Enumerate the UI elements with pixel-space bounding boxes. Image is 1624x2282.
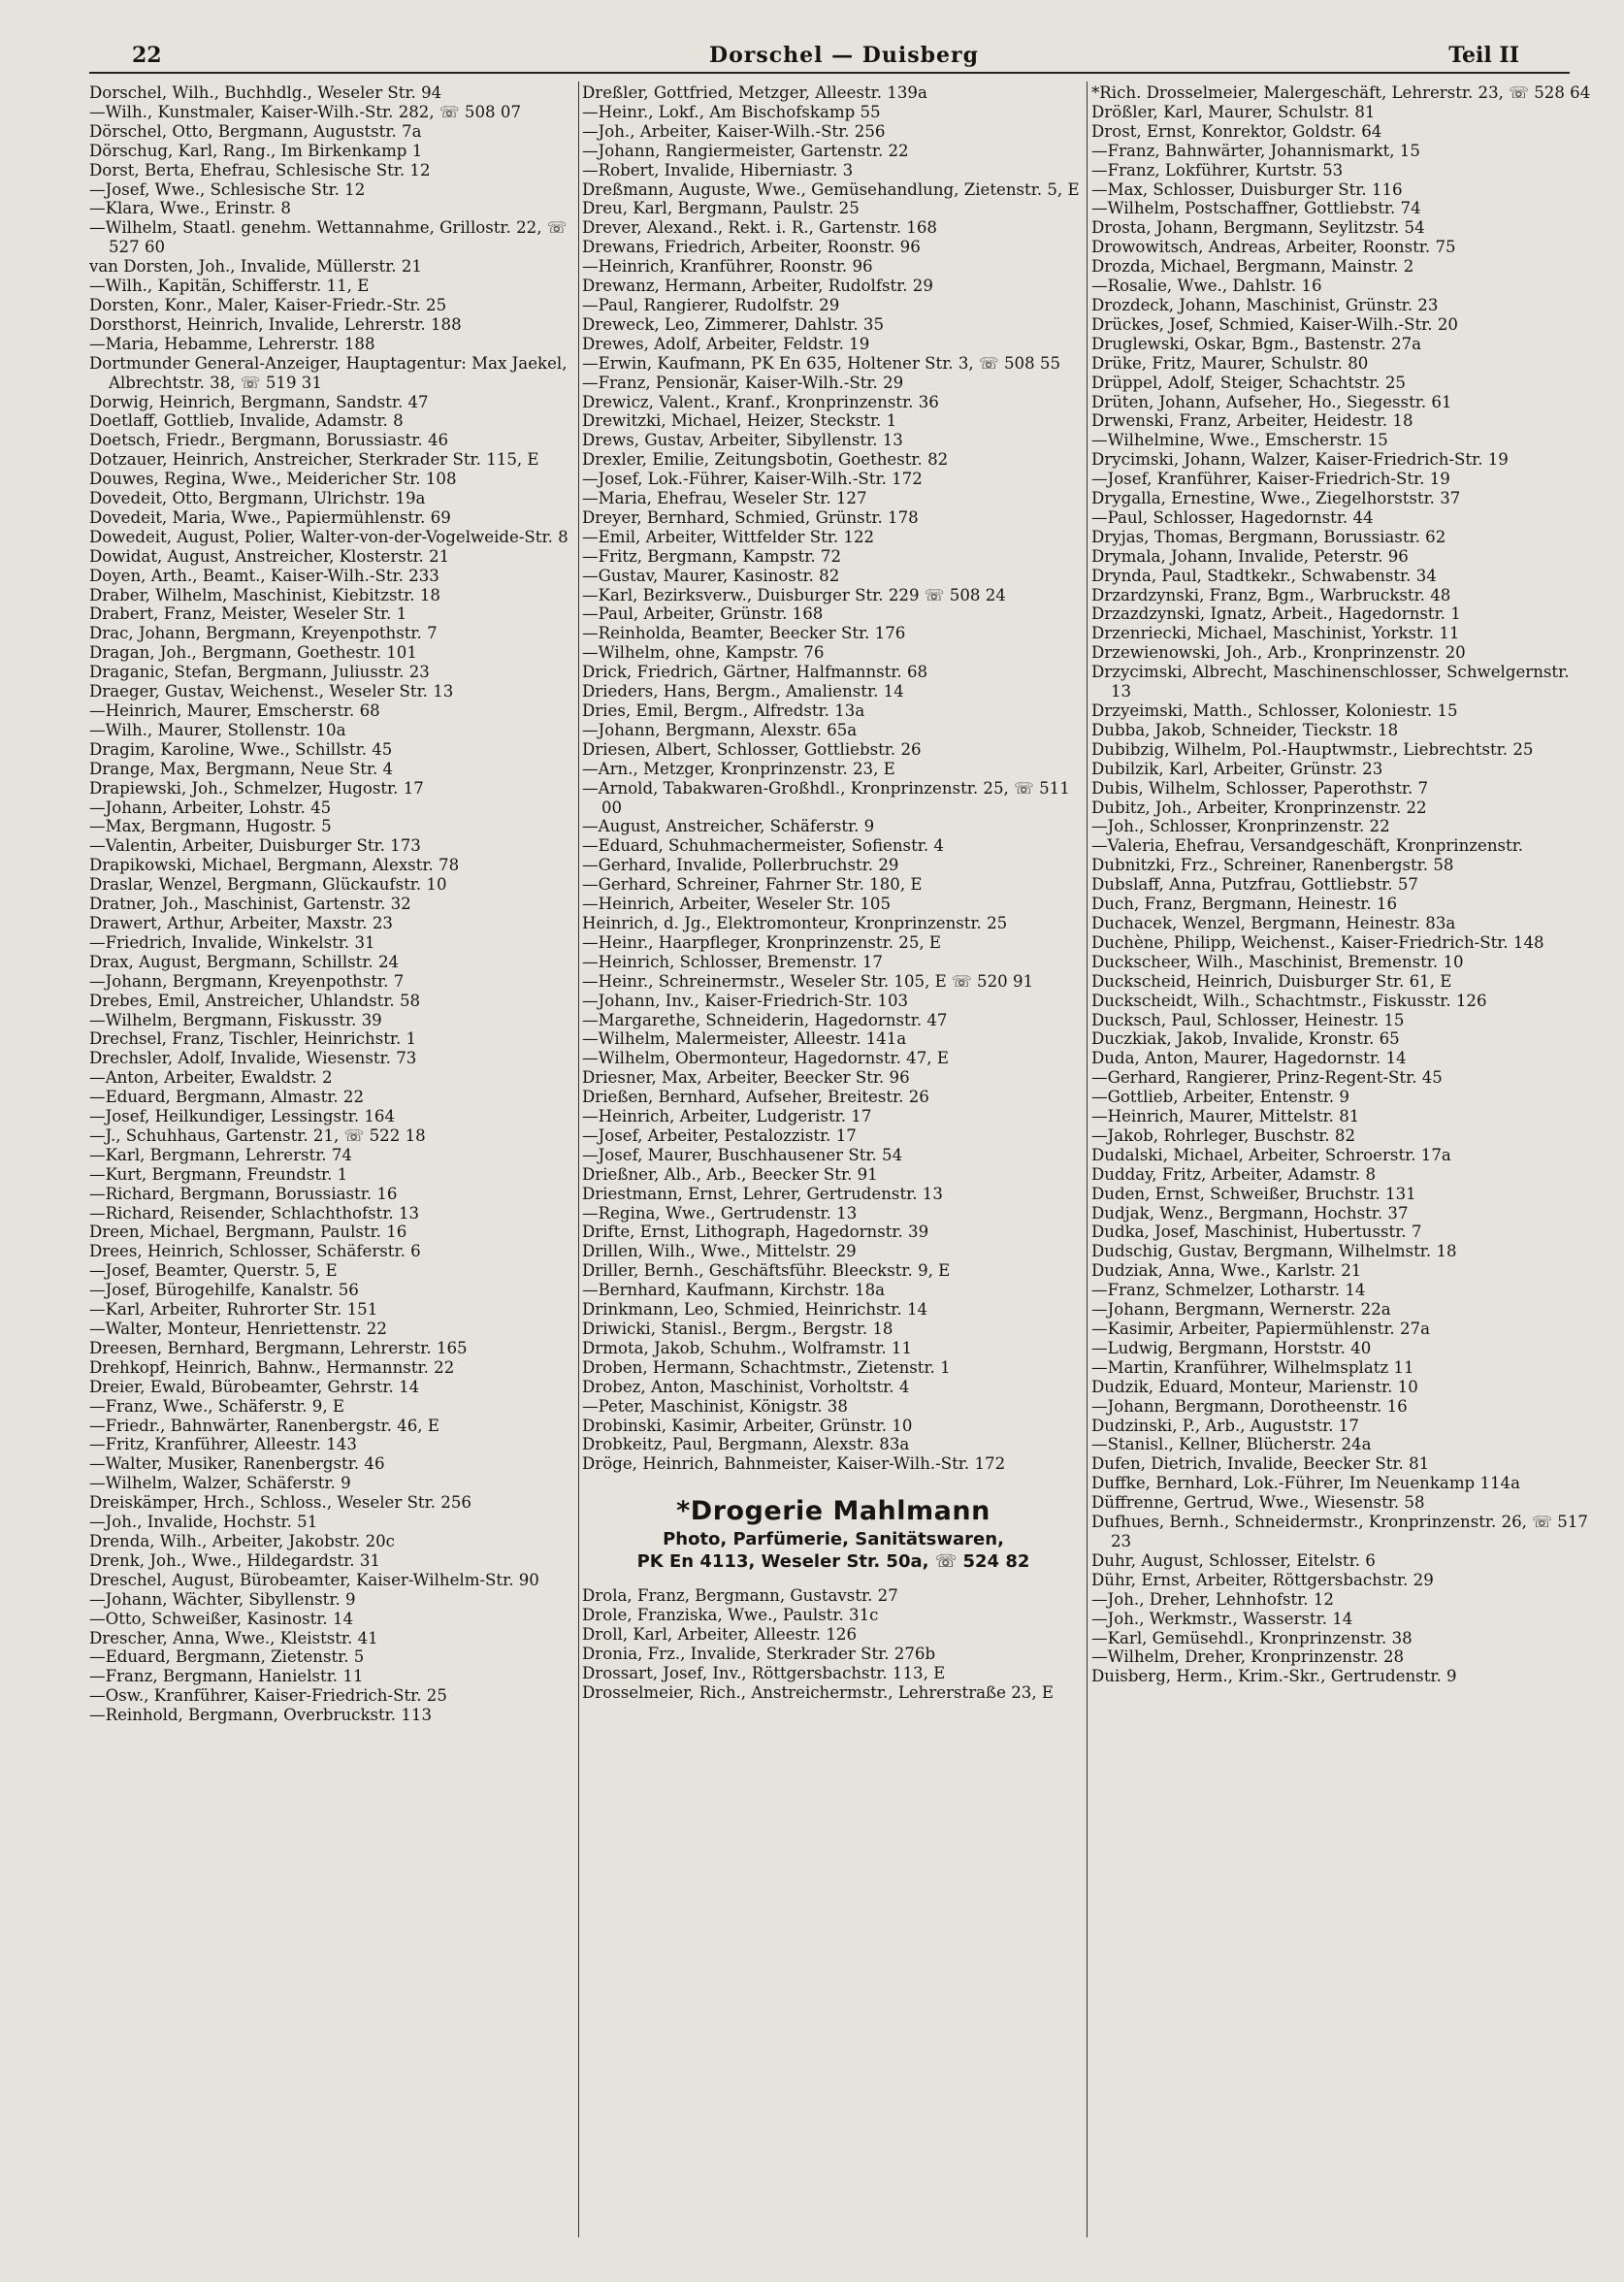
directory-entry: —Arnold, Tabakwaren-Großhdl., Kronprinzenstr. 25, ☏ 511 00: [582, 778, 1070, 817]
directory-entry: —Gerhard, Invalide, Pollerbruchstr. 29: [582, 856, 899, 875]
directory-entry: —Peter, Maschinist, Königstr. 38: [582, 1396, 848, 1416]
directory-entry: Dowidat, August, Anstreicher, Klosterstr. 21: [89, 546, 450, 566]
drogerie-advertisement: [582, 1495, 1085, 1573]
directory-entry: —Joh., Invalide, Hochstr. 51: [89, 1513, 318, 1532]
directory-entry: Drewes, Adolf, Arbeiter, Feldstr. 19: [582, 334, 870, 353]
directory-entry: *Rich. Drosselmeier, Malergeschäft, Lehrerstr. 23, ☏ 528 64: [1091, 83, 1591, 102]
directory-entry: Drewans, Friedrich, Arbeiter, Roonstr. 96: [582, 238, 921, 257]
directory-entry: Droll, Karl, Arbeiter, Alleestr. 126: [582, 1625, 858, 1645]
directory-entry: Drüke, Fritz, Maurer, Schulstr. 80: [1091, 353, 1369, 373]
directory-entry: —Josef, Arbeiter, Pestalozzistr. 17: [582, 1125, 857, 1145]
directory-entry: Dudday, Fritz, Arbeiter, Adamstr. 8: [1091, 1164, 1377, 1184]
directory-entry: —Wilhelm, Bergmann, Fiskusstr. 39: [89, 1010, 382, 1029]
directory-entry: —Rosalie, Wwe., Dahlstr. 16: [1091, 277, 1322, 296]
directory-entry: Drießen, Bernhard, Aufseher, Breitestr. 26: [582, 1088, 929, 1107]
directory-entry: Draeger, Gustav, Weichenst., Weseler Str. 13: [89, 682, 454, 701]
page-number: 22: [132, 43, 162, 68]
directory-entry: Drac, Johann, Bergmann, Kreyenpothstr. 7: [89, 624, 438, 643]
directory-entry: —Johann, Wächter, Sibyllenstr. 9: [89, 1589, 356, 1609]
directory-entry: Drüten, Johann, Aufseher, Ho., Siegesstr. 61: [1091, 392, 1452, 411]
directory-entry: —Gottlieb, Arbeiter, Entenstr. 9: [1091, 1088, 1349, 1107]
directory-entry: —Wilhelm, Dreher, Kronprinzenstr. 28: [1091, 1647, 1405, 1667]
directory-entry: Drexler, Emilie, Zeitungsbotin, Goethestr. 82: [582, 450, 949, 470]
directory-entry: —Franz, Schmelzer, Lotharstr. 14: [1091, 1281, 1366, 1300]
directory-entry: Draber, Wilhelm, Maschinist, Kiebitzstr. 18: [89, 585, 440, 604]
directory-entry: —Kasimir, Arbeiter, Papiermühlenstr. 27a: [1091, 1320, 1430, 1338]
directory-entry: —Wilhelm, Malermeister, Alleestr. 141a: [582, 1029, 907, 1049]
directory-entry: Duczkiak, Jakob, Invalide, Kronstr. 65: [1091, 1029, 1400, 1049]
directory-entry: Dorsthorst, Heinrich, Invalide, Lehrerstr. 188: [89, 314, 462, 334]
directory-entry: Drost, Ernst, Konrektor, Goldstr. 64: [1091, 121, 1382, 141]
directory-entry: Duckscheid, Heinrich, Duisburger Str. 61, E: [1091, 971, 1452, 991]
directory-entry: Doyen, Arth., Beamt., Kaiser-Wilh.-Str. 233: [89, 566, 439, 585]
directory-entry: —Wilhelm, ohne, Kampstr. 76: [582, 643, 825, 663]
directory-entry: —Paul, Arbeiter, Grünstr. 168: [582, 604, 824, 624]
directory-entry: —Karl, Gemüsehdl., Kronprinzenstr. 38: [1091, 1628, 1413, 1647]
directory-entry: —Margarethe, Schneiderin, Hagedornstr. 47: [582, 1010, 948, 1029]
directory-entry: Duch, Franz, Bergmann, Heinestr. 16: [1091, 895, 1398, 914]
directory-entry: Dowedeit, August, Polier, Walter-von-der-Vogelweide-Str. 8: [89, 527, 568, 546]
directory-entry: Driwicki, Stanisl., Bergm., Bergstr. 18: [582, 1320, 893, 1338]
directory-entry: Drenk, Joh., Wwe., Hildegardstr. 31: [89, 1550, 380, 1570]
directory-entry: Drifte, Ernst, Lithograph, Hagedornstr. 39: [582, 1222, 929, 1242]
directory-entry: Drewicz, Valent., Kranf., Kronprinzenstr. 36: [582, 392, 939, 411]
directory-entry: Drießner, Alb., Arb., Beecker Str. 91: [582, 1164, 878, 1184]
directory-entry: Dudjak, Wenz., Bergmann, Hochstr. 37: [1091, 1203, 1409, 1222]
directory-entry: —Ludwig, Bergmann, Horststr. 40: [1091, 1338, 1372, 1357]
directory-entry: Drees, Heinrich, Schlosser, Schäferstr. 6: [89, 1242, 421, 1261]
directory-entry: Drinkmann, Leo, Schmied, Heinrichstr. 14: [582, 1300, 928, 1320]
directory-entry: Dreyer, Bernhard, Schmied, Grünstr. 178: [582, 507, 919, 527]
directory-entry: —Stanisl., Kellner, Blücherstr. 24a: [1091, 1435, 1372, 1454]
directory-entry: Duisberg, Herm., Krim.-Skr., Gertrudenstr. 9: [1091, 1667, 1457, 1686]
directory-entry: Düffrenne, Gertrud, Wwe., Wiesenstr. 58: [1091, 1493, 1425, 1513]
directory-entry: —Josef, Heilkundiger, Lessingstr. 164: [89, 1107, 396, 1126]
directory-entry: —Fritz, Bergmann, Kampstr. 72: [582, 546, 842, 566]
directory-entry: —Heinrich, Kranführer, Roonstr. 96: [582, 257, 873, 277]
directory-entry: —Gustav, Maurer, Kasinostr. 82: [582, 566, 840, 585]
directory-entry: Dorwig, Heinrich, Bergmann, Sandstr. 47: [89, 392, 429, 411]
directory-entry: Duckscheer, Wilh., Maschinist, Bremenstr. 10: [1091, 952, 1464, 971]
directory-entry: Duchène, Philipp, Weichenst., Kaiser-Friedrich-Str. 148: [1091, 932, 1544, 952]
directory-entry: —Reinholda, Beamter, Beecker Str. 176: [582, 624, 906, 643]
directory-entry: Dreßmann, Auguste, Wwe., Gemüsehandlung, Zietenstr. 5, E: [582, 179, 1080, 199]
directory-entry: —Eduard, Schuhmachermeister, Sofienstr. 4: [582, 836, 944, 856]
directory-entry: —Richard, Reisender, Schlachthofstr. 13: [89, 1203, 420, 1222]
directory-entry: Heinrich, d. Jg., Elektromonteur, Kronprinzenstr. 25: [582, 913, 1008, 932]
directory-entry: —Friedrich, Invalide, Winkelstr. 31: [89, 932, 375, 952]
directory-entry: Dubilzik, Karl, Arbeiter, Grünstr. 23: [1091, 759, 1383, 778]
directory-entry: Dubitz, Joh., Arbeiter, Kronprinzenstr. 22: [1091, 798, 1427, 817]
directory-entry: Dreu, Karl, Bergmann, Paulstr. 25: [582, 199, 860, 218]
directory-entry: Drycimski, Johann, Walzer, Kaiser-Friedrich-Str. 19: [1091, 450, 1509, 470]
directory-entry: Duden, Ernst, Schweißer, Bruchstr. 131: [1091, 1184, 1416, 1203]
directory-entry: Drobinski, Kasimir, Arbeiter, Grünstr. 10: [582, 1416, 913, 1435]
directory-entry: Dreiskämper, Hrch., Schloss., Weseler Str. 256: [89, 1493, 471, 1513]
directory-entry: —Franz, Wwe., Schäferstr. 9, E: [89, 1396, 345, 1416]
directory-entry: —Walter, Monteur, Henriettenstr. 22: [89, 1320, 387, 1338]
directory-entry: —Friedr., Bahnwärter, Ranenbergstr. 46, E: [89, 1416, 439, 1435]
directory-entry: Dörschug, Karl, Rang., Im Birkenkamp 1: [89, 141, 423, 160]
directory-entry: Dubba, Jakob, Schneider, Tieckstr. 18: [1091, 720, 1399, 739]
directory-entry: —Johann, Bergmann, Alexstr. 65a: [582, 720, 858, 739]
directory-entry: Duhr, August, Schlosser, Eitelstr. 6: [1091, 1550, 1376, 1570]
directory-entry: Drynda, Paul, Stadtkekr., Schwabenstr. 34: [1091, 566, 1437, 585]
directory-entry: Drax, August, Bergmann, Schillstr. 24: [89, 952, 400, 971]
directory-entry: Drange, Max, Bergmann, Neue Str. 4: [89, 759, 394, 778]
directory-entry: Dubslaff, Anna, Putzfrau, Gottliebstr. 57: [1091, 875, 1418, 895]
directory-entry: Doetsch, Friedr., Bergmann, Borussiastr. 46: [89, 431, 449, 450]
directory-entry: van Dorsten, Joh., Invalide, Müllerstr. 21: [89, 257, 422, 277]
directory-entry: Drola, Franz, Bergmann, Gustavstr. 27: [582, 1586, 898, 1606]
directory-entry: Dufhues, Bernh., Schneidermstr., Kronprinzenstr. 26, ☏ 517 23: [1091, 1513, 1588, 1550]
directory-entry: —Heinr., Haarpfleger, Kronprinzenstr. 25, E: [582, 932, 942, 952]
directory-entry: Drescher, Anna, Wwe., Kleiststr. 41: [89, 1628, 378, 1647]
directory-entry: Dufen, Dietrich, Invalide, Beecker Str. 81: [1091, 1454, 1430, 1474]
directory-entry: —Wilhelm, Staatl. genehm. Wettannahme, Grillostr. 22, ☏ 527 60: [89, 218, 568, 257]
directory-entry: Dühr, Ernst, Arbeiter, Röttgersbachstr. 29: [1091, 1570, 1434, 1589]
directory-entry: —Karl, Arbeiter, Ruhrorter Str. 151: [89, 1300, 378, 1320]
directory-entry: —Fritz, Kranführer, Alleestr. 143: [89, 1435, 357, 1454]
directory-entry: Dreßler, Gottfried, Metzger, Alleestr. 139a: [582, 83, 927, 102]
directory-entry: Drobkeitz, Paul, Bergmann, Alexstr. 83a: [582, 1435, 910, 1454]
directory-entry: —Johann, Arbeiter, Lohstr. 45: [89, 798, 332, 817]
directory-entry: Dreesen, Bernhard, Bergmann, Lehrerstr. 165: [89, 1338, 468, 1357]
directory-entry: —Emil, Arbeiter, Wittfelder Str. 122: [582, 527, 875, 546]
directory-entry: Douwes, Regina, Wwe., Meidericher Str. 108: [89, 470, 457, 489]
directory-entry: —Wilhelm, Walzer, Schäferstr. 9: [89, 1474, 351, 1493]
directory-entry: Dreschel, August, Bürobeamter, Kaiser-Wilhelm-Str. 90: [89, 1570, 539, 1589]
directory-entry: Draganic, Stefan, Bergmann, Juliusstr. 23: [89, 663, 430, 682]
directory-entry: Drwenski, Franz, Arbeiter, Heidestr. 18: [1091, 411, 1413, 431]
directory-entry: —Franz, Bergmann, Hanielstr. 11: [89, 1667, 364, 1686]
directory-entry: Driestmann, Ernst, Lehrer, Gertrudenstr. 13: [582, 1184, 943, 1203]
directory-entry: —Valeria, Ehefrau, Versandgeschäft, Kronprinzenstr.: [1091, 836, 1524, 856]
directory-entry: Drozda, Michael, Bergmann, Mainstr. 2: [1091, 257, 1414, 277]
directory-entry: Dreier, Ewald, Bürobeamter, Gehrstr. 14: [89, 1377, 420, 1396]
directory-entry: —Josef, Bürogehilfe, Kanalstr. 56: [89, 1281, 359, 1300]
directory-entry: —Franz, Pensionär, Kaiser-Wilh.-Str. 29: [582, 373, 904, 392]
directory-entry: Drick, Friedrich, Gärtner, Halfmannstr. 68: [582, 663, 928, 682]
directory-entry: —Klara, Wwe., Erinstr. 8: [89, 199, 291, 218]
directory-entry: —Wilh., Kunstmaler, Kaiser-Wilh.-Str. 282, ☏ 508 07: [89, 102, 521, 121]
directory-entry: Ducksch, Paul, Schlosser, Heinestr. 15: [1091, 1010, 1405, 1029]
directory-entry: Dragan, Joh., Bergmann, Goethestr. 101: [89, 643, 417, 663]
directory-entry: Drygalla, Ernestine, Wwe., Ziegelhorststr. 37: [1091, 489, 1461, 508]
directory-entry: —Karl, Bezirksverw., Duisburger Str. 229 ☏ 508 24: [582, 585, 1006, 604]
directory-entry: Duffke, Bernhard, Lok.-Führer, Im Neuenkamp 114a: [1091, 1474, 1521, 1493]
directory-entry: —Max, Schlosser, Duisburger Str. 116: [1091, 179, 1403, 199]
directory-entry: —Joh., Schlosser, Kronprinzenstr. 22: [1091, 817, 1390, 836]
directory-entry: —Heinrich, Arbeiter, Weseler Str. 105: [582, 895, 892, 914]
directory-entry: Dronia, Frz., Invalide, Sterkrader Str. 276b: [582, 1644, 936, 1663]
directory-entry: Drößler, Karl, Maurer, Schulstr. 81: [1091, 102, 1376, 121]
directory-entry: —Eduard, Bergmann, Almastr. 22: [89, 1088, 365, 1107]
directory-entry: —Josef, Beamter, Querstr. 5, E: [89, 1261, 338, 1281]
directory-entry: —Johann, Bergmann, Wernerstr. 22a: [1091, 1300, 1391, 1320]
column-2: [582, 83, 1085, 2253]
advertisement-line-1: Photo, Parfümerie, Sanitätswaren,: [663, 1529, 1004, 1550]
directory-entry: Drapikowski, Michael, Bergmann, Alexstr. 78: [89, 856, 460, 875]
directory-entry: Drosta, Johann, Bergmann, Seylitzstr. 54: [1091, 218, 1425, 238]
header-rule: [89, 72, 1570, 74]
directory-entry: Drmota, Jakob, Schuhm., Wolframstr. 11: [582, 1338, 913, 1357]
directory-entry: —Johann, Bergmann, Dorotheenstr. 16: [1091, 1396, 1408, 1416]
page-title: Dorschel — Duisberg: [709, 43, 979, 68]
directory-entry: Drewanz, Hermann, Arbeiter, Rudolfstr. 29: [582, 277, 933, 296]
directory-entry: Drozdeck, Johann, Maschinist, Grünstr. 23: [1091, 295, 1439, 314]
directory-entry: Drechsel, Franz, Tischler, Heinrichstr. 1: [89, 1029, 417, 1049]
directory-entry: Driesen, Albert, Schlosser, Gottliebstr. 26: [582, 739, 922, 759]
directory-entry: Dratner, Joh., Maschinist, Gartenstr. 32: [89, 895, 411, 914]
column-3: [1091, 83, 1594, 2253]
directory-entry: —Joh., Dreher, Lehnhofstr. 12: [1091, 1589, 1334, 1609]
directory-entry: —Otto, Schweißer, Kasinostr. 14: [89, 1609, 354, 1628]
directory-entry: Drymala, Johann, Invalide, Peterstr. 96: [1091, 546, 1409, 566]
directory-entry: Driller, Bernh., Geschäftsführ. Bleeckstr. 9, E: [582, 1261, 951, 1281]
directory-entry: Dreweck, Leo, Zimmerer, Dahlstr. 35: [582, 314, 885, 334]
column-2-entries-after-ad: [582, 1586, 1085, 1702]
directory-entry: Drossart, Josef, Inv., Röttgersbachstr. 113, E: [582, 1663, 946, 1682]
directory-entry: —Josef, Kranführer, Kaiser-Friedrich-Str. 19: [1091, 470, 1450, 489]
directory-entry: —Valentin, Arbeiter, Duisburger Str. 173: [89, 836, 421, 856]
directory-entry: Dudzik, Eduard, Monteur, Marienstr. 10: [1091, 1377, 1418, 1396]
directory-entry: Drebes, Emil, Anstreicher, Uhlandstr. 58: [89, 991, 421, 1010]
directory-entry: —Arn., Metzger, Kronprinzenstr. 23, E: [582, 759, 895, 778]
directory-entry: —Heinrich, Schlosser, Bremenstr. 17: [582, 952, 883, 971]
directory-entry: —Maria, Ehefrau, Weseler Str. 127: [582, 489, 867, 508]
directory-entry: —Kurt, Bergmann, Freundstr. 1: [89, 1164, 348, 1184]
directory-entry: Drechsler, Adolf, Invalide, Wiesenstr. 73: [89, 1049, 417, 1068]
directory-entry: —Walter, Musiker, Ranenbergstr. 46: [89, 1454, 385, 1474]
directory-entry: Drews, Gustav, Arbeiter, Sibyllenstr. 13: [582, 431, 903, 450]
directory-entry: Druglewski, Oskar, Bgm., Bastenstr. 27a: [1091, 334, 1422, 353]
directory-entry: —Osw., Kranführer, Kaiser-Friedrich-Str. 25: [89, 1686, 447, 1706]
directory-entry: —Karl, Bergmann, Lehrerstr. 74: [89, 1145, 352, 1164]
directory-entry: Drückes, Josef, Schmied, Kaiser-Wilh.-Str. 20: [1091, 314, 1458, 334]
directory-entry: Dorst, Berta, Ehefrau, Schlesische Str. 12: [89, 160, 431, 179]
directory-entry: —Joh., Arbeiter, Kaiser-Wilh.-Str. 256: [582, 121, 886, 141]
directory-entry: —Jakob, Rohrleger, Buschstr. 82: [1091, 1125, 1356, 1145]
directory-entry: —Johann, Rangiermeister, Gartenstr. 22: [582, 141, 909, 160]
column-1: [89, 83, 592, 2253]
directory-entry: —Maria, Hebamme, Lehrerstr. 188: [89, 334, 375, 353]
directory-entry: —Gerhard, Rangierer, Prinz-Regent-Str. 45: [1091, 1068, 1443, 1088]
directory-entry: —Wilhelmine, Wwe., Emscherstr. 15: [1091, 431, 1388, 450]
directory-entry: Dovedeit, Otto, Bergmann, Ulrichstr. 19a: [89, 489, 426, 508]
directory-entry: —Anton, Arbeiter, Ewaldstr. 2: [89, 1068, 333, 1088]
advertisement-title: *Drogerie Mahlmann: [676, 1496, 991, 1527]
directory-entry: Dotzauer, Heinrich, Anstreicher, Sterkrader Str. 115, E: [89, 450, 539, 470]
column-2-entries: [582, 83, 1085, 1474]
directory-entry: Drieders, Hans, Bergm., Amalienstr. 14: [582, 682, 904, 701]
directory-entry: Dubis, Wilhelm, Schlosser, Paperothstr. 7: [1091, 778, 1429, 798]
directory-entry: Dudziak, Anna, Wwe., Karlstr. 21: [1091, 1261, 1362, 1281]
directory-entry: Dudka, Josef, Maschinist, Hubertusstr. 7: [1091, 1222, 1422, 1242]
directory-entry: Drewitzki, Michael, Heizer, Steckstr. 1: [582, 411, 897, 431]
directory-entry: —Johann, Bergmann, Kreyenpothstr. 7: [89, 971, 405, 991]
directory-entry: Drehkopf, Heinrich, Bahnw., Hermannstr. 22: [89, 1357, 455, 1377]
directory-entry: —J., Schuhhaus, Gartenstr. 21, ☏ 522 18: [89, 1125, 426, 1145]
directory-entry: Driesner, Max, Arbeiter, Beecker Str. 96: [582, 1068, 910, 1088]
column-divider-2: [1087, 82, 1088, 2237]
directory-entry: —Joh., Werkmstr., Wasserstr. 14: [1091, 1609, 1353, 1628]
directory-entry: Drzazdzynski, Ignatz, Arbeit., Hagedornstr. 1: [1091, 604, 1461, 624]
directory-entry: —Franz, Lokführer, Kurtstr. 53: [1091, 160, 1344, 179]
directory-entry: Dries, Emil, Bergm., Alfredstr. 13a: [582, 701, 865, 720]
directory-entry: Dortmunder General-Anzeiger, Hauptagentur: Max Jaekel, Albrechtstr. 38, ☏ 519 31: [89, 353, 568, 392]
directory-entry: —Martin, Kranführer, Wilhelmsplatz 11: [1091, 1357, 1414, 1377]
directory-entry: —August, Anstreicher, Schäferstr. 9: [582, 817, 875, 836]
directory-entry: Dreen, Michael, Bergmann, Paulstr. 16: [89, 1222, 407, 1242]
directory-entry: Drabert, Franz, Meister, Weseler Str. 1: [89, 604, 407, 624]
directory-entry: Drole, Franziska, Wwe., Paulstr. 31c: [582, 1606, 879, 1625]
directory-entry: Drobez, Anton, Maschinist, Vorholtstr. 4: [582, 1377, 910, 1396]
directory-entry: —Max, Bergmann, Hugostr. 5: [89, 817, 332, 836]
directory-entry: —Wilhelm, Postschaffner, Gottliebstr. 74: [1091, 199, 1421, 218]
directory-entry: Drzycimski, Albrecht, Maschinenschlosser, Schwelgernstr. 13: [1091, 663, 1570, 701]
directory-entry: Dudschig, Gustav, Bergmann, Wilhelmstr. 18: [1091, 1242, 1457, 1261]
directory-entry: Drüppel, Adolf, Steiger, Schachtstr. 25: [1091, 373, 1406, 392]
directory-entry: Drenda, Wilh., Arbeiter, Jakobstr. 20c: [89, 1531, 395, 1550]
directory-entry: Dorschel, Wilh., Buchhdlg., Weseler Str. 94: [89, 83, 442, 102]
directory-entry: Dovedeit, Maria, Wwe., Papiermühlenstr. 69: [89, 507, 451, 527]
directory-entry: Drzewienowski, Joh., Arb., Kronprinzenstr. 20: [1091, 643, 1466, 663]
section-label: Teil II: [1448, 43, 1519, 68]
directory-entry: Dröge, Heinrich, Bahnmeister, Kaiser-Wilh.-Str. 172: [582, 1454, 1006, 1474]
directory-entry: Dubnitzki, Frz., Schreiner, Ranenbergstr. 58: [1091, 856, 1454, 875]
directory-entry: —Paul, Rangierer, Rudolfstr. 29: [582, 295, 840, 314]
directory-entry: Dragim, Karoline, Wwe., Schillstr. 45: [89, 739, 393, 759]
directory-entry: —Johann, Inv., Kaiser-Friedrich-Str. 103: [582, 991, 909, 1010]
directory-entry: —Heinrich, Maurer, Emscherstr. 68: [89, 701, 380, 720]
directory-entry: —Robert, Invalide, Hiberniastr. 3: [582, 160, 854, 179]
directory-entry: —Josef, Wwe., Schlesische Str. 12: [89, 179, 366, 199]
directory-entry: —Richard, Bergmann, Borussiastr. 16: [89, 1184, 398, 1203]
directory-entry: —Wilhelm, Obermonteur, Hagedornstr. 47, E: [582, 1049, 949, 1068]
directory-entry: Duckscheidt, Wilh., Schachtmstr., Fiskusstr. 126: [1091, 991, 1487, 1010]
directory-entry: Drzardzynski, Franz, Bgm., Warbruckstr. 48: [1091, 585, 1451, 604]
directory-entry: —Wilh., Kapitän, Schifferstr. 11, E: [89, 277, 370, 296]
directory-entry: Dudzinski, P., Arb., Auguststr. 17: [1091, 1416, 1359, 1435]
directory-entry: —Heinr., Schreinermstr., Weseler Str. 105, E ☏ 520 91: [582, 971, 1034, 991]
directory-entry: Duda, Anton, Maurer, Hagedornstr. 14: [1091, 1049, 1407, 1068]
directory-entry: —Wilh., Maurer, Stollenstr. 10a: [89, 720, 346, 739]
directory-entry: Drawert, Arthur, Arbeiter, Maxstr. 23: [89, 913, 393, 932]
directory-entry: Duchacek, Wenzel, Bergmann, Heinestr. 83a: [1091, 913, 1456, 932]
directory-entry: Drzenriecki, Michael, Maschinist, Yorkstr. 11: [1091, 624, 1460, 643]
directory-entry: —Erwin, Kaufmann, PK En 635, Holtener Str. 3, ☏ 508 55: [582, 353, 1061, 373]
directory-entry: Drillen, Wilh., Wwe., Mittelstr. 29: [582, 1242, 857, 1261]
directory-entry: Drowowitsch, Andreas, Arbeiter, Roonstr. 75: [1091, 238, 1456, 257]
directory-entry: Dorsten, Konr., Maler, Kaiser-Friedr.-Str. 25: [89, 295, 447, 314]
directory-entry: —Gerhard, Schreiner, Fahrner Str. 180, E: [582, 875, 923, 895]
directory-entry: —Heinrich, Maurer, Mittelstr. 81: [1091, 1107, 1360, 1126]
directory-entry: Drzyeimski, Matth., Schlosser, Koloniestr. 15: [1091, 701, 1458, 720]
directory-entry: —Heinr., Lokf., Am Bischofskamp 55: [582, 102, 881, 121]
directory-entry: —Josef, Maurer, Buschhausener Str. 54: [582, 1145, 903, 1164]
directory-entry: —Heinrich, Arbeiter, Ludgeristr. 17: [582, 1107, 872, 1126]
directory-entry: Drever, Alexand., Rekt. i. R., Gartenstr. 168: [582, 218, 937, 238]
directory-entry: —Regina, Wwe., Gertrudenstr. 13: [582, 1203, 858, 1222]
directory-entry: Doetlaff, Gottlieb, Invalide, Adamstr. 8: [89, 411, 404, 431]
directory-entry: —Franz, Bahnwärter, Johannismarkt, 15: [1091, 141, 1420, 160]
directory-entry: —Eduard, Bergmann, Zietenstr. 5: [89, 1647, 365, 1667]
directory-entry: Dryjas, Thomas, Bergmann, Borussiastr. 62: [1091, 527, 1446, 546]
directory-entry: Draslar, Wenzel, Bergmann, Glückaufstr. 10: [89, 875, 447, 895]
directory-entry: Drosselmeier, Rich., Anstreichermstr., Lehrerstraße 23, E: [582, 1682, 1055, 1702]
directory-entry: —Paul, Schlosser, Hagedornstr. 44: [1091, 507, 1374, 527]
advertisement-line-2: PK En 4113, Weseler Str. 50a, ☏ 524 82: [636, 1551, 1030, 1573]
directory-entry: —Josef, Lok.-Führer, Kaiser-Wilh.-Str. 172: [582, 470, 923, 489]
directory-entry: Dubibzig, Wilhelm, Pol.-Hauptwmstr., Liebrechtstr. 25: [1091, 739, 1534, 759]
directory-entry: Drapiewski, Joh., Schmelzer, Hugostr. 17: [89, 778, 424, 798]
directory-entry: —Reinhold, Bergmann, Overbruckstr. 113: [89, 1706, 433, 1725]
directory-entry: Dörschel, Otto, Bergmann, Auguststr. 7a: [89, 121, 422, 141]
directory-entry: Dudalski, Michael, Arbeiter, Schroerstr. 17a: [1091, 1145, 1451, 1164]
directory-entry: —Bernhard, Kaufmann, Kirchstr. 18a: [582, 1281, 886, 1300]
directory-entry: Droben, Hermann, Schachtmstr., Zietenstr. 1: [582, 1357, 951, 1377]
